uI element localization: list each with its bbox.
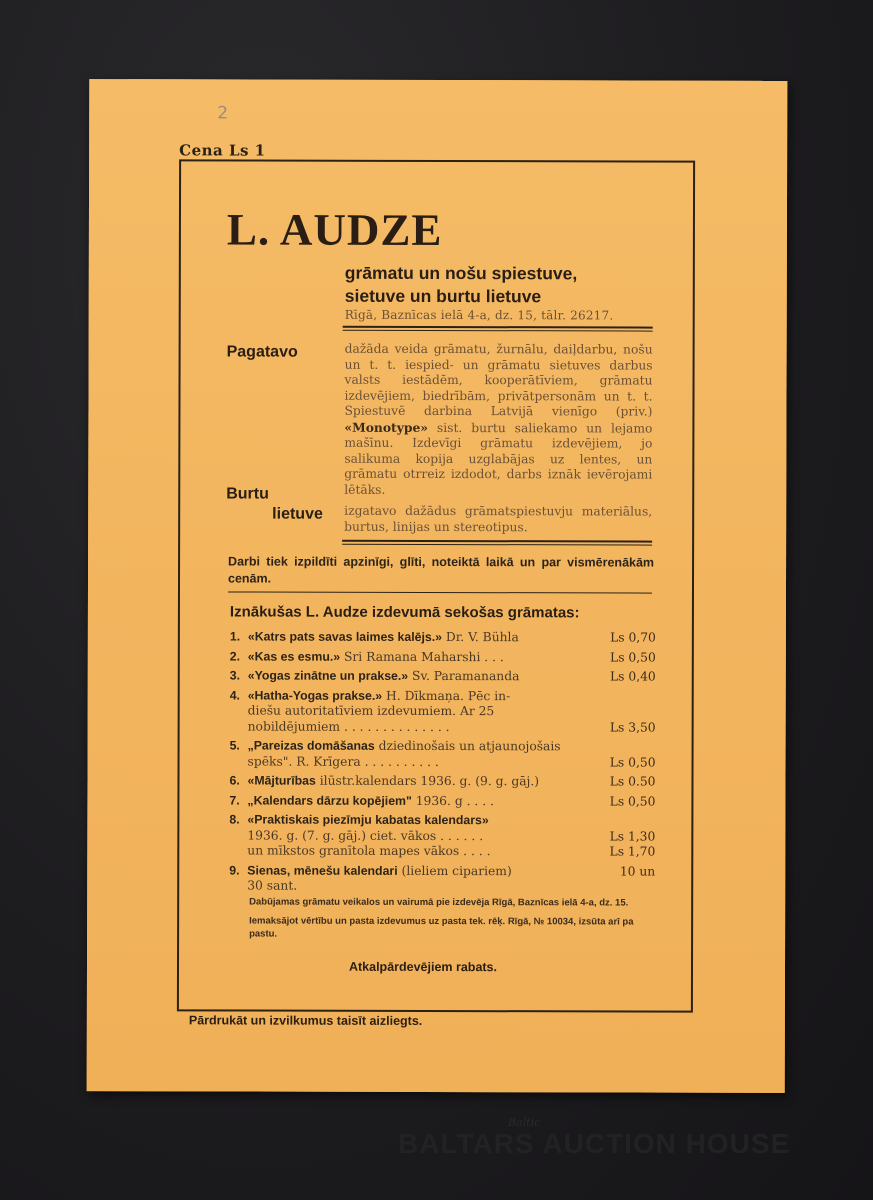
- footnotes: [249, 896, 649, 948]
- book-author: H. Dīkmaņa. Pēc in-: [382, 688, 511, 703]
- book-price: Ls 0.50: [609, 774, 656, 789]
- reprint-notice: Pārdrukāt un izvilkumus taisīt aizliegts.: [188, 1013, 423, 1028]
- double-rule-top-thin: [343, 330, 653, 332]
- book-price: 10 un: [619, 863, 656, 879]
- book-item-3: [230, 668, 656, 685]
- catalog-back-cover: [87, 79, 788, 1093]
- book-price: Ls 0,40: [609, 669, 656, 684]
- book-item-8: [229, 812, 655, 860]
- book-number: 5.: [229, 738, 240, 753]
- book-author: dziedinošais un atjaunojošais: [374, 738, 561, 754]
- book-author: Sv. Paramananda: [408, 668, 520, 684]
- monotype-text: «Monotype»: [344, 419, 429, 435]
- book-number: 2.: [229, 648, 241, 663]
- book-author: 1936. g . . . .: [411, 793, 495, 808]
- book-number: 7.: [229, 792, 240, 807]
- book-price: Ls 0,50: [609, 754, 656, 770]
- footnote-availability: Dabūjamas grāmatu veikalos un vairumā pie izdevēja Rīgā, Baznīcas ielā 4-a, dz. 15.: [249, 896, 629, 909]
- book-line-3: nobildējumiem . . . . . . . . . . . . . .: [247, 719, 450, 734]
- separator-rule: [228, 591, 652, 593]
- pagatavo-description: [344, 342, 652, 499]
- subtitle-line-2: sietuve un burtu lietuve: [344, 285, 542, 307]
- book-number: 6.: [229, 773, 240, 788]
- book-price: Ls 3,50: [609, 719, 656, 735]
- book-list: [229, 629, 656, 899]
- subtitle-line-1: grāmatu un nošu spiestuve,: [344, 262, 578, 284]
- watermark-top: Baltic: [508, 1116, 541, 1129]
- books-heading: Iznākušas L. Audze izdevumā sekošas grāmatas:: [229, 603, 580, 622]
- book-item-2: [230, 649, 656, 666]
- book-line-2: diešu autoritatīviem izdevumiem. Ar 25: [247, 703, 495, 719]
- book-number: 1.: [229, 629, 241, 644]
- book-price: Ls 0,50: [610, 649, 656, 665]
- book-author: Dr. V. Bühla: [442, 630, 519, 645]
- book-item-4: [230, 688, 656, 736]
- book-price: Ls 0,70: [610, 630, 656, 645]
- book-line-3: un mīkstos granītola mapes vākos . . . .: [247, 843, 491, 859]
- pencil-mark: 2: [217, 103, 229, 124]
- book-title: «Mājturības: [247, 773, 316, 788]
- book-line-2: 1936. g. (7. g. gāj.) ciet. vākos . . . . . .: [247, 828, 484, 843]
- auction-watermark: BALTARS AUCTION HOUSE: [398, 1128, 791, 1159]
- book-title: «Praktiskais piezīmju kabatas kalendars»: [247, 812, 489, 828]
- label-burtu: Burtu: [226, 485, 269, 503]
- book-title: „Pareizas domāšanas: [247, 738, 375, 753]
- book-line-2: spēks". R. Krīgera . . . . . . . . . .: [247, 754, 439, 769]
- book-price: Ls 1,70: [609, 844, 656, 859]
- publisher-address: Rīgā, Baznīcas ielā 4-a, dz. 15, tālr. 26217.: [344, 307, 614, 323]
- book-number: 3.: [229, 668, 241, 683]
- book-author: ilūstr.kalendars 1936. g. (9. g. gāj.): [315, 773, 540, 789]
- book-author: Sri Ramana Maharshi . . .: [340, 649, 504, 664]
- label-lietuve: lietuve: [272, 505, 323, 523]
- double-rule-top: [343, 326, 653, 329]
- book-price: Ls 1,30: [609, 828, 656, 844]
- book-line-2: 30 sant.: [247, 878, 298, 893]
- publisher-title: L. AUDZE: [226, 204, 443, 256]
- book-author: (lieliem cipariem): [397, 863, 512, 878]
- footnote-postal: Iemaksājot vērtību un pasta izdevumus uz pasta tek. rēķ. Rīgā, № 10034, izsūta arī pa pastu.: [249, 915, 634, 940]
- double-rule-mid-thin: [342, 544, 652, 546]
- advertisement-frame: [177, 159, 695, 1012]
- reseller-discount: Atkalpārdevējiem rabats.: [348, 959, 498, 975]
- publisher-subtitle: [345, 262, 665, 309]
- book-title: «Katrs pats savas laimes kalējs.»: [247, 629, 443, 645]
- book-number: 8.: [229, 812, 240, 827]
- book-item-9: [229, 863, 655, 895]
- price-label: Cena Ls 1: [179, 141, 266, 160]
- burtu-description: izgatavo dažādus grāmatspiestuvju materiālus, burtus, linijas un stereotipus.: [344, 503, 653, 534]
- book-title: „Kalendars dārzu kopējiem": [247, 793, 412, 808]
- book-title: «Kas es esmu.»: [247, 649, 341, 664]
- book-number: 4.: [229, 687, 240, 702]
- service-notice: Darbi tiek izpildīti apzinīgi, glīti, noteiktā laikā un par vismērenākām cenām.: [228, 554, 655, 586]
- book-item-5: [230, 738, 656, 770]
- book-title: «Hatha-Yogas prakse.»: [247, 688, 383, 703]
- book-item-7: [229, 793, 655, 810]
- book-item-6: [229, 773, 655, 790]
- book-title: Sienas, mēnešu kalendari: [247, 863, 398, 878]
- book-number: 9.: [229, 862, 240, 877]
- book-title: «Yogas zinātne un prakse.»: [247, 668, 409, 683]
- pagatavo-text-b: sist. burtu saliekamo un lejamo mašīnu. Izdevīgi grāmatu izdevējiem, jo salikuma kopija uzglabājas uz lentes, un grāmatu otrreiz izdodot, darbs iznāk ievērojami lētāks.: [344, 420, 653, 497]
- book-price: Ls 0,50: [609, 793, 656, 809]
- book-item-1: [230, 629, 656, 646]
- label-pagatavo: Pagatavo: [226, 343, 298, 361]
- double-rule-mid: [342, 540, 652, 543]
- pagatavo-text-a: dažāda veida grāmatu, žurnālu, daiļdarbu, nošu un t. t. iespied- un grāmatu sietuves darbus valsts iestādēm, kooperātīviem, grāmatu izdevējiem, biedrībām, privātpersonām un t. t. Spiestuvē darbina Latvijā vienīgo (priv.): [344, 341, 653, 419]
